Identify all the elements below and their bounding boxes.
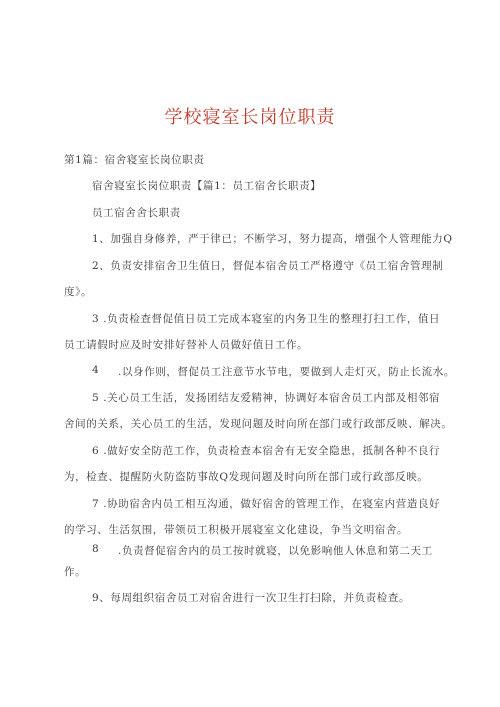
document-title: 学校寝室长岗位职责: [164, 107, 336, 128]
item-8-line-2: 作。: [64, 566, 87, 578]
item-3-line-1: 3 .负责检查督促值日员工完成本寝室的内务卫生的整理打扫工作，值日: [92, 313, 441, 325]
item-7-line-2: 的学习、生活氛围，带领员工积极开展寝室文化建设，争当文明宿舍。: [64, 524, 409, 536]
item-4-number: 4: [92, 364, 100, 376]
item-5-line-1: 5 .关心员工生活，发扬团结友爱精神，协调好本宿舍员工内部及相邻宿: [92, 392, 441, 404]
item-8-text: .负责督促宿舍内的员工按时就寝，以免影响他人休息和第二天工: [118, 545, 433, 557]
item-9: 9、每周组织宿舍员工对宿舍进行一次卫生打扫除，并负责检查。: [92, 592, 411, 604]
item-6-line-2: 为，检查、提醒防火防盗防事故Q发现问题及时向所在部门或行政部反映。: [64, 471, 429, 483]
item-2-line-2: 度》。: [64, 286, 93, 298]
sub-heading: 宿舍寝室长岗位职责【篇1：员工宿舍长职责】: [92, 180, 322, 192]
item-3-line-2: 员工请假时应及时安排好替补人员做好值日工作。: [64, 339, 309, 351]
item-2-line-1: 2、负责安排宿舍卫生值日，督促本宿舍员工严格遵守《员工宿舍管理制: [92, 260, 444, 272]
item-5-line-2: 舍间的关系，关心员工的生活，发现问题及时向所在部门或行政部反映、解决。: [64, 418, 453, 430]
sub-heading-2: 员工宿舍舍长职责: [92, 207, 181, 219]
item-6-line-1: 6 .做好安全防范工作，负责检查本宿舍有无安全隐患，抵制各种不良行: [92, 445, 441, 457]
section-heading: 第1篇：宿舍寝室长岗位职责: [64, 154, 205, 166]
item-4-text: .以身作则，督促员工注意节水节电，要做到人走灯灭，防止长流水。: [118, 366, 455, 378]
item-7-line-1: 7 .协助宿舍内员工相互沟通，做好宿舍的管理工作，在寝室内营造良好: [92, 498, 441, 510]
item-8-number: 8: [92, 543, 100, 555]
item-1: 1、加强自身修养，严于律已；不断学习，努力提高，增强个人管理能力Q: [92, 233, 453, 245]
